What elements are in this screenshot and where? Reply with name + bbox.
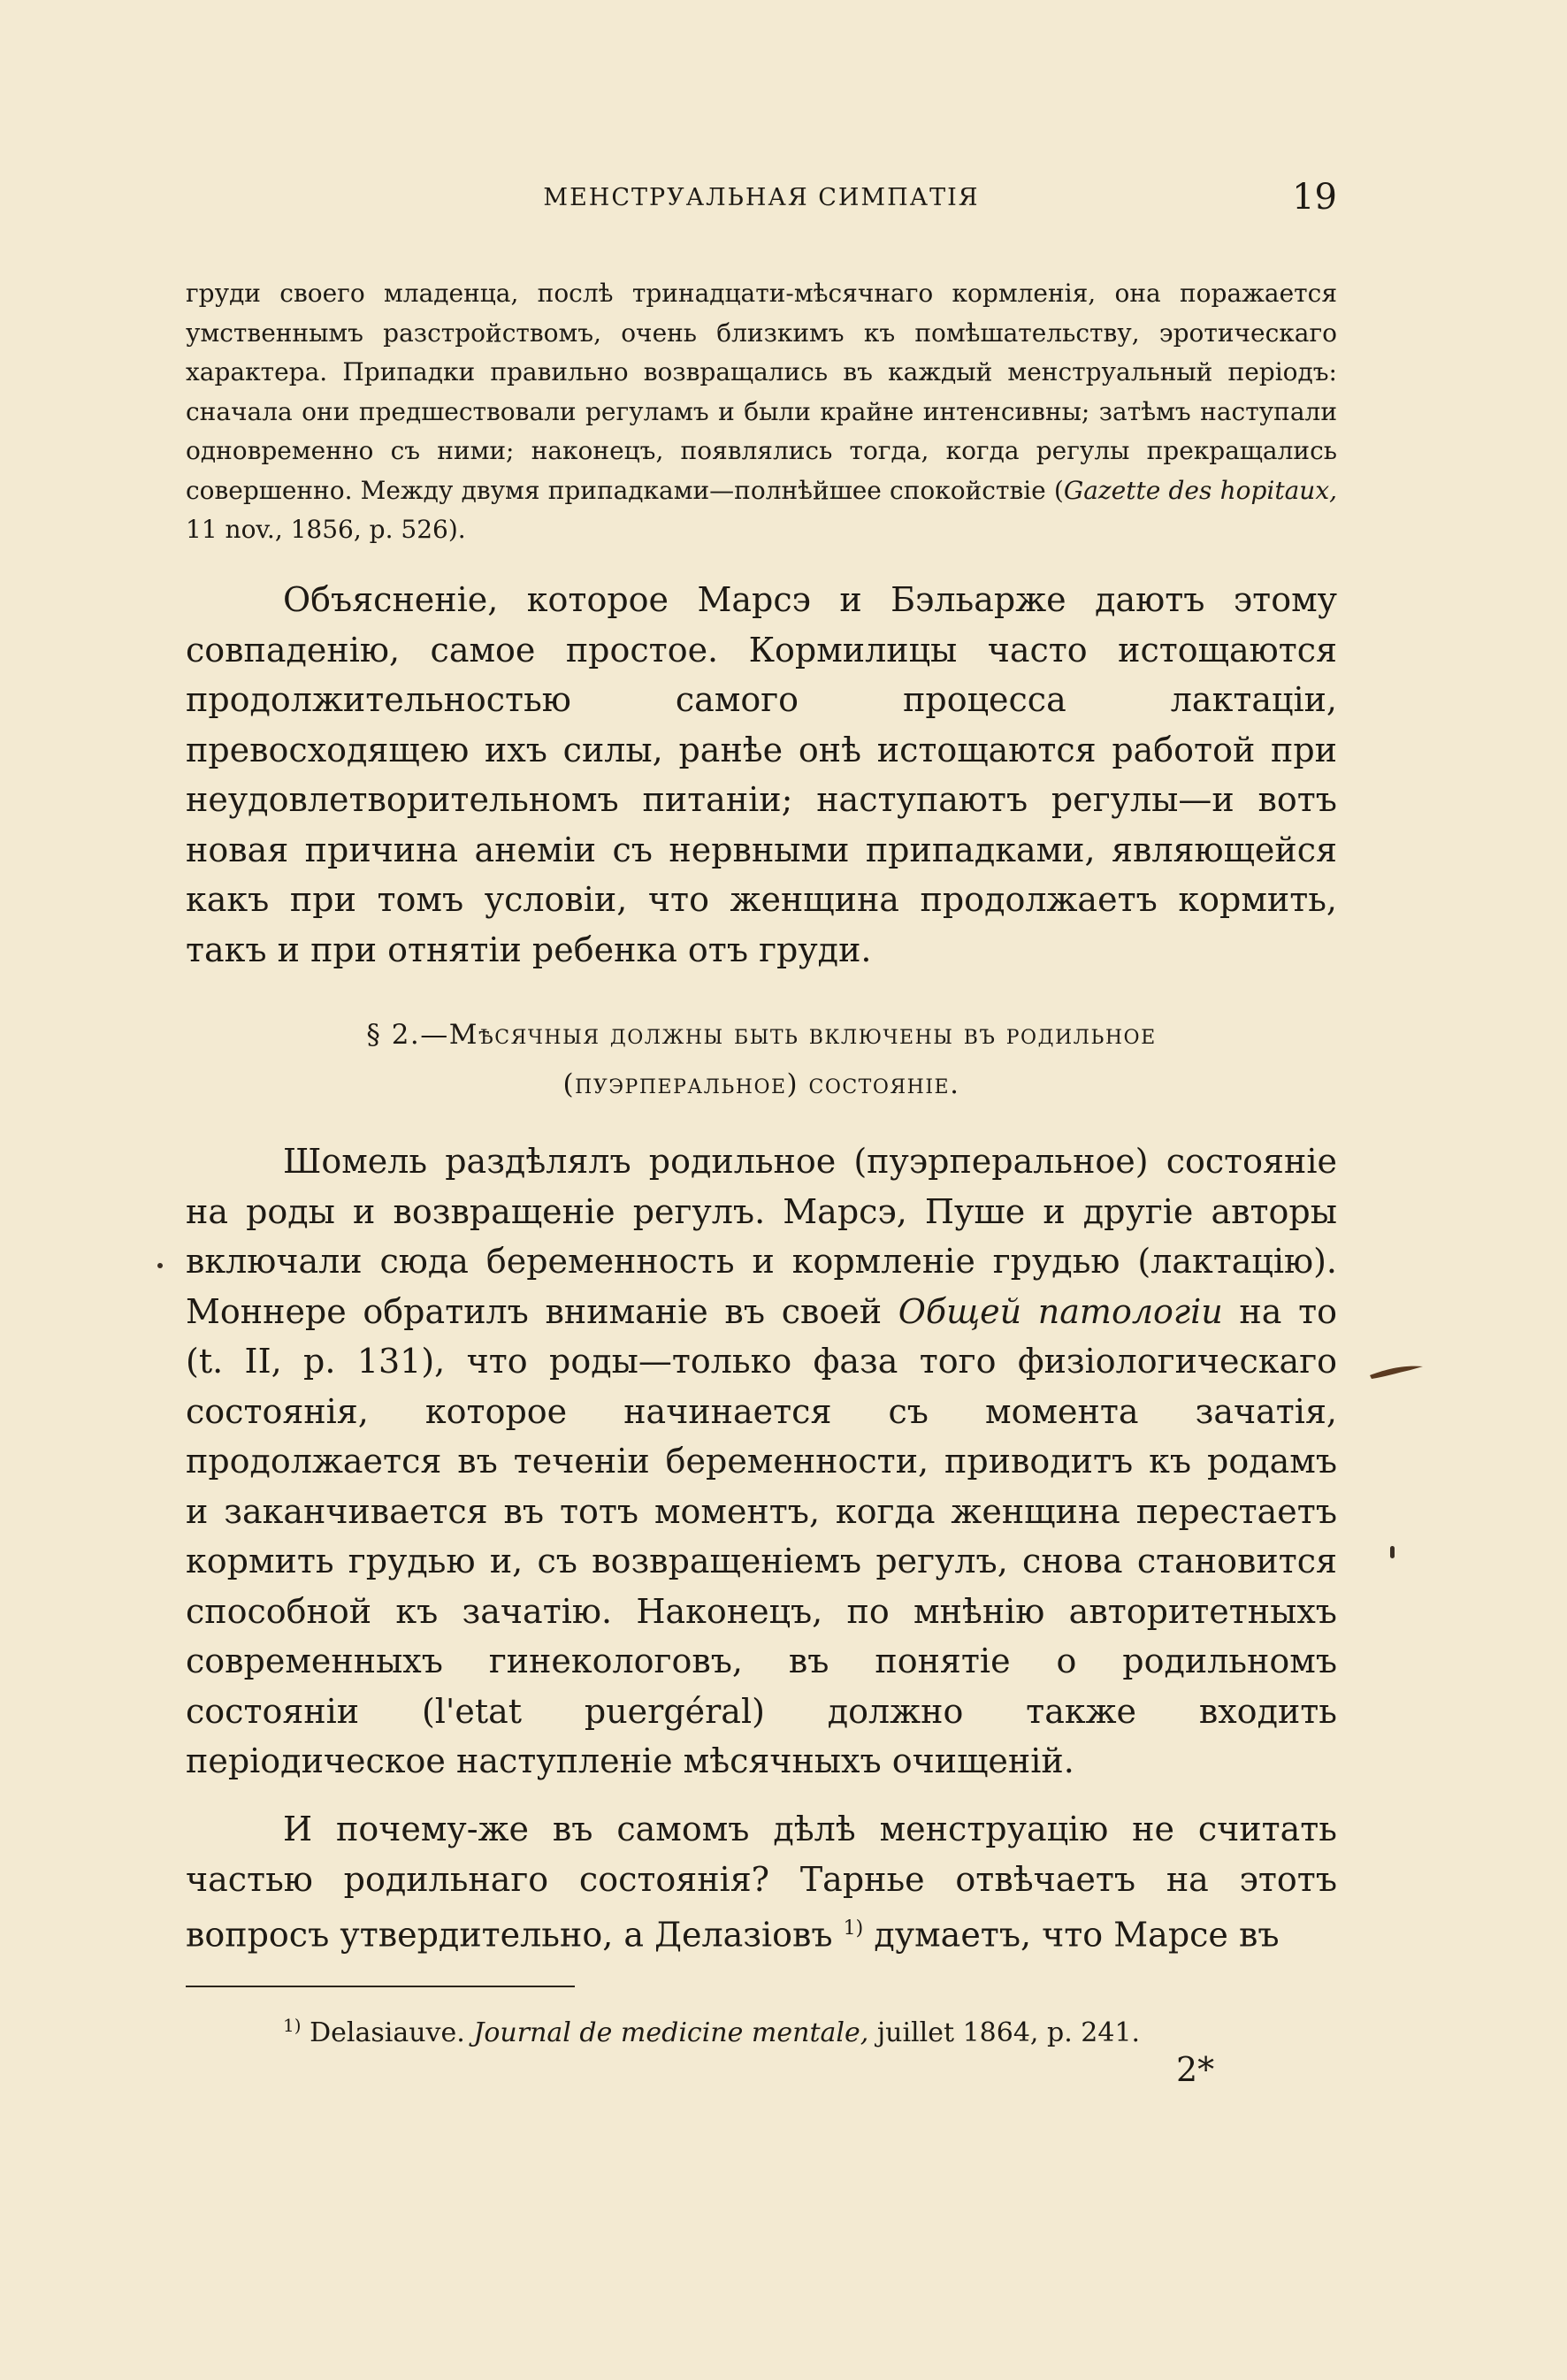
paragraph-puerperal-state — [186, 1136, 1337, 1787]
section-heading-line-1: § 2.—Мѣсячныя должны быть включены въ родильное — [366, 1019, 1157, 1051]
quoted-case-citation: 11 nov., 1856, p. 526). — [186, 515, 466, 544]
paragraph-puerperal-text: Шомель раздѣлялъ родильное (пуэрперальное) состояніе на роды и возвращеніе регулъ. Марсэ, Пуше и другіе авторы включали сюда беременность и кормленіе грудью (лактацію). Моннере обратилъ вниманіе въ своей — [186, 1142, 1337, 1331]
footnote-divider — [186, 1986, 575, 1987]
footnote-journal: Journal de medicine mentale, — [473, 2017, 869, 2048]
margin-speck — [1390, 1546, 1395, 1558]
paragraph-question — [186, 1804, 1337, 1960]
page-number: 19 — [1292, 177, 1337, 218]
printer-signature-mark: 2* — [1176, 2050, 1215, 2089]
quoted-case-source: Gazette des hopitaux, — [1063, 475, 1338, 505]
footnote-marker: 1) — [283, 2015, 302, 2036]
paragraph-puerperal-text-continued: на то (t. II, p. 131), что роды—только фаза того физіологическаго состоянія, которое начинается съ момента зачатія, продолжается въ теченіи беременности, приводитъ къ родамъ и заканчивается въ тотъ моментъ, когда женщина перестаетъ кормить грудью и, съ возвращеніемъ регулъ, снова становится способной къ зачатію. Наконецъ, по мнѣнію авторитетныхъ современныхъ гинекологовъ, въ понятіе о родильномъ состояніи (l'etat puergéral) должно также входить періодическое наступленіе мѣсячныхъ очищеній. — [186, 1291, 1337, 1780]
section-heading-line-2: (пуэрперальное) состояніе. — [562, 1068, 960, 1100]
margin-speck — [157, 1263, 163, 1268]
quoted-case-text: груди своего младенца, послѣ тринадцати-мѣсячнаго кормленія, она поражается умственнымъ разстройствомъ, очень близкимъ къ помѣшательству, эротическаго характера. Припадки правильно возвращались въ каждый менструальный періодъ: сначала они предшествовали регуламъ и были крайне интенсивны; затѣмъ наступали одновременно съ ними; наконецъ, появлялись тогда, когда регулы прекращались совершенно. Между двумя припадками—полнѣйшее спокойствіе ( — [186, 279, 1337, 505]
footnote-reference: 1) — [843, 1917, 864, 1940]
paragraph-explanation: Объясненіе, которое Марсэ и Бэльарже даютъ этому совпаденію, самое простое. Кормилицы часто истощаются продолжительностью самого процесса лактаціи, превосходящею ихъ силы, ранѣе онѣ истощаются работой при неудовлетворительномъ питаніи; наступаютъ регулы—и вотъ новая причина анеміи съ нервными припадками, являющейся какъ при томъ условіи, что женщина продолжаетъ кормить, такъ и при отнятіи ребенка отъ груди. — [186, 580, 1337, 969]
footnote — [283, 2008, 1335, 2051]
paragraph-question-text: И почему-же въ самомъ дѣлѣ менструацію не считать частью родильнаго состоянія? Тарнье отвѣчаетъ на этотъ вопросъ утвердительно, а Делазіовъ — [186, 1810, 1337, 1955]
margin-pencil-mark — [1366, 1358, 1428, 1384]
paragraph-question-text-continued: думаетъ, что Марсе въ — [863, 1915, 1280, 1955]
footnote-author: Delasiauve. — [301, 2017, 474, 2048]
section-heading — [186, 1010, 1337, 1109]
running-title: МЕНСТРУАЛЬНАЯ СИМПАТІЯ — [543, 184, 980, 211]
footnote-citation: juillet 1864, p. 241. — [868, 2017, 1141, 2048]
book-title-reference: Общей патологіи — [898, 1291, 1223, 1331]
page-header — [186, 177, 1337, 221]
quoted-case-paragraph — [186, 274, 1337, 550]
